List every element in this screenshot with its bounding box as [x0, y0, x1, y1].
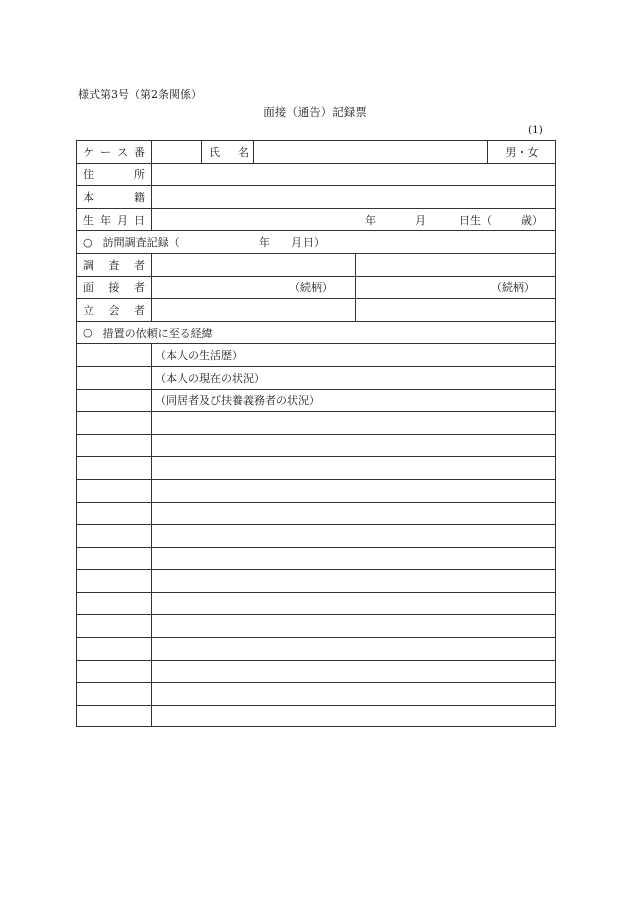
- blank-note-row: [76, 682, 556, 705]
- note-date-cell[interactable]: [77, 593, 151, 615]
- birth-day-unit: 日生（: [459, 213, 492, 227]
- case-row: [76, 140, 556, 163]
- gender-choice[interactable]: 男・女: [505, 145, 539, 159]
- address-row: [76, 163, 556, 186]
- note-text-cell[interactable]: [153, 683, 553, 705]
- note-date-cell[interactable]: [77, 570, 151, 592]
- note-row: [76, 366, 556, 389]
- address-label: 住 所: [83, 168, 145, 182]
- birth-label: 生 年 月 日: [83, 213, 145, 227]
- note-text-cell[interactable]: [153, 525, 553, 547]
- blank-note-row: [76, 456, 556, 479]
- note-text-cell[interactable]: [153, 457, 553, 479]
- note-text-cell[interactable]: [153, 570, 553, 592]
- investigator-row: [76, 253, 556, 276]
- investigator-field-1[interactable]: [153, 254, 353, 276]
- note-text-cell[interactable]: [153, 480, 553, 502]
- note-text-cell[interactable]: [153, 435, 553, 457]
- investigator-label: 調 査 者: [83, 258, 145, 272]
- relation-label-1: （続柄）: [289, 281, 333, 295]
- note-date-cell[interactable]: [77, 367, 151, 389]
- circle-mark: ○: [83, 235, 93, 249]
- note-text[interactable]: （本人の生活歴）: [155, 349, 243, 363]
- visit-record-row: [76, 230, 556, 253]
- note-date-cell[interactable]: [77, 503, 151, 525]
- note-date-cell[interactable]: [77, 638, 151, 660]
- visit-day-unit: 日）: [303, 236, 325, 250]
- birth-row: [76, 208, 556, 231]
- blank-note-row: [76, 411, 556, 434]
- note-text-cell[interactable]: [153, 412, 553, 434]
- blank-note-row: [76, 434, 556, 457]
- note-text[interactable]: （同居者及び扶養義務者の状況）: [155, 394, 320, 408]
- case-number-field[interactable]: [153, 141, 201, 163]
- domicile-field[interactable]: [153, 186, 553, 208]
- request-circumstances-heading: ○ 措置の依頼に至る経緯: [83, 326, 213, 340]
- note-date-cell[interactable]: [77, 683, 151, 705]
- visit-month-unit: 月: [291, 236, 302, 250]
- note-row: [76, 343, 556, 366]
- document-title: 面接（通告）記録票: [263, 105, 367, 119]
- note-date-cell[interactable]: [77, 706, 151, 727]
- blank-note-row: [76, 524, 556, 547]
- note-date-cell[interactable]: [77, 615, 151, 637]
- birth-month-unit: 月: [415, 213, 426, 227]
- note-text[interactable]: （本人の現在の状況）: [155, 371, 265, 385]
- name-label: 氏 名: [209, 145, 249, 159]
- note-date-cell[interactable]: [77, 435, 151, 457]
- witness-label: 立 会 者: [83, 303, 145, 317]
- domicile-label: 本 籍: [83, 190, 145, 204]
- blank-note-row: [76, 569, 556, 592]
- note-row: [76, 389, 556, 412]
- relation-label-2: （続柄）: [491, 281, 535, 295]
- age-unit: 歳）: [521, 213, 543, 227]
- blank-note-row: [76, 547, 556, 570]
- note-date-cell[interactable]: [77, 457, 151, 479]
- witness-field-2[interactable]: [357, 299, 555, 321]
- note-date-cell[interactable]: [77, 661, 151, 683]
- note-text-cell[interactable]: [153, 661, 553, 683]
- note-text-cell[interactable]: [153, 638, 553, 660]
- circle-mark: ○: [83, 326, 93, 340]
- note-date-cell[interactable]: [77, 412, 151, 434]
- form-number: 様式第3号（第2条関係）: [78, 88, 202, 101]
- case-number-label: ケ ー ス 番: [83, 145, 145, 159]
- blank-note-row: [76, 614, 556, 637]
- visit-year-unit: 年: [259, 236, 270, 250]
- interviewee-row: [76, 276, 556, 299]
- visit-record-heading: ○ 訪問調査記録（: [83, 235, 180, 250]
- blank-note-row: [76, 592, 556, 615]
- blank-note-row: [76, 479, 556, 502]
- name-field[interactable]: [255, 141, 485, 163]
- record-form: [76, 140, 556, 727]
- blank-note-row: [76, 637, 556, 660]
- note-date-cell[interactable]: [77, 525, 151, 547]
- page-number: (1): [528, 124, 543, 136]
- note-date-cell[interactable]: [77, 548, 151, 570]
- birth-field[interactable]: [153, 209, 553, 231]
- domicile-row: [76, 185, 556, 208]
- note-text-cell[interactable]: [153, 503, 553, 525]
- investigator-field-2[interactable]: [357, 254, 555, 276]
- witness-field-1[interactable]: [153, 299, 353, 321]
- request-circumstances-row: [76, 321, 556, 344]
- blank-note-row: [76, 660, 556, 683]
- note-date-cell[interactable]: [77, 344, 151, 366]
- note-text-cell[interactable]: [153, 615, 553, 637]
- interviewee-label: 面 接 者: [83, 281, 145, 295]
- note-text-cell[interactable]: [153, 706, 553, 727]
- note-date-cell[interactable]: [77, 390, 151, 412]
- witness-row: [76, 298, 556, 321]
- note-date-cell[interactable]: [77, 480, 151, 502]
- birth-year-unit: 年: [365, 213, 376, 227]
- blank-note-row: [76, 502, 556, 525]
- address-field[interactable]: [153, 164, 553, 186]
- note-text-cell[interactable]: [153, 548, 553, 570]
- blank-note-row: [76, 705, 556, 728]
- note-text-cell[interactable]: [153, 593, 553, 615]
